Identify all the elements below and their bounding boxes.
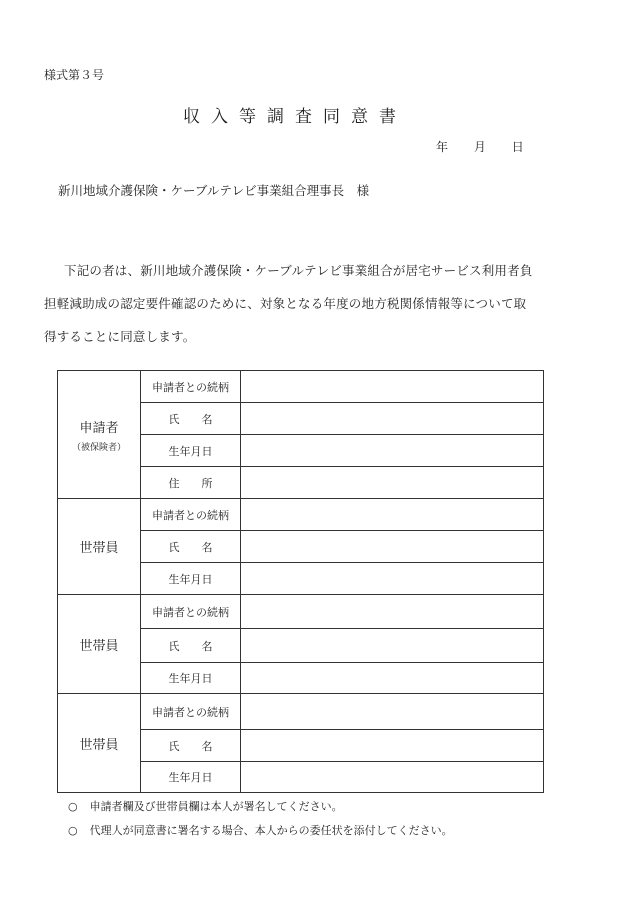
birthdate-input[interactable] [241, 663, 544, 694]
field-label: 申請者との続柄 [141, 371, 241, 403]
birthdate-input[interactable] [241, 435, 544, 467]
name-input[interactable] [241, 629, 544, 663]
group-label-applicant [58, 371, 141, 499]
note-text: 代理人が同意書に署名する場合、本人からの委任状を添付してください。 [89, 824, 453, 837]
consent-paragraph: 下記の者は、新川地域介護保険・ケーブルテレビ事業組合が居宅サービス利用者負担軽減助成の認定要件確認のために、対象となる年度の地方税関係情報等について取得することに同意します。 [44, 263, 533, 344]
table-row [58, 499, 544, 531]
group-label-text: 申請者 [79, 420, 119, 436]
field-label: 生年月日 [141, 563, 241, 595]
group-sublabel: （被保険者） [71, 442, 126, 453]
circle-bullet-icon: ○ [68, 800, 78, 813]
field-label: 氏 名 [141, 629, 241, 663]
addressee: 新川地域介護保険・ケーブルテレビ事業組合理事長 様 [58, 183, 370, 198]
date-day-label: 日 [511, 140, 524, 154]
relationship-input[interactable] [241, 371, 544, 403]
field-label: 申請者との続柄 [141, 595, 241, 629]
field-label: 申請者との続柄 [141, 694, 241, 730]
field-label: 生年月日 [141, 435, 241, 467]
note-proxy [68, 822, 453, 838]
table-row [58, 595, 544, 629]
relationship-input[interactable] [241, 499, 544, 531]
note-signature [68, 798, 343, 814]
form-number: 様式第３号 [44, 68, 105, 82]
birthdate-input[interactable] [241, 762, 544, 793]
date-line [436, 138, 546, 155]
document-title: 収入等調査同意書 [183, 107, 407, 127]
date-month-label: 月 [473, 140, 486, 154]
relationship-input[interactable] [241, 694, 544, 730]
field-label: 住 所 [141, 467, 241, 499]
note-text: 申請者欄及び世帯員欄は本人が署名してください。 [89, 800, 343, 813]
name-input[interactable] [241, 403, 544, 435]
field-label: 生年月日 [141, 762, 241, 793]
field-label: 申請者との続柄 [141, 499, 241, 531]
address-input[interactable] [241, 467, 544, 499]
group-label-household-member: 世帯員 [58, 499, 141, 595]
consent-table [57, 370, 544, 793]
field-label: 氏 名 [141, 730, 241, 762]
table-row [58, 694, 544, 730]
field-label: 氏 名 [141, 531, 241, 563]
relationship-input[interactable] [241, 595, 544, 629]
birthdate-input[interactable] [241, 563, 544, 595]
name-input[interactable] [241, 531, 544, 563]
circle-bullet-icon: ○ [68, 824, 78, 837]
group-label-household-member: 世帯員 [58, 595, 141, 694]
field-label: 生年月日 [141, 663, 241, 694]
group-label-household-member: 世帯員 [58, 694, 141, 793]
table-row [58, 371, 544, 403]
field-label: 氏 名 [141, 403, 241, 435]
name-input[interactable] [241, 730, 544, 762]
date-year-label: 年 [436, 140, 449, 154]
